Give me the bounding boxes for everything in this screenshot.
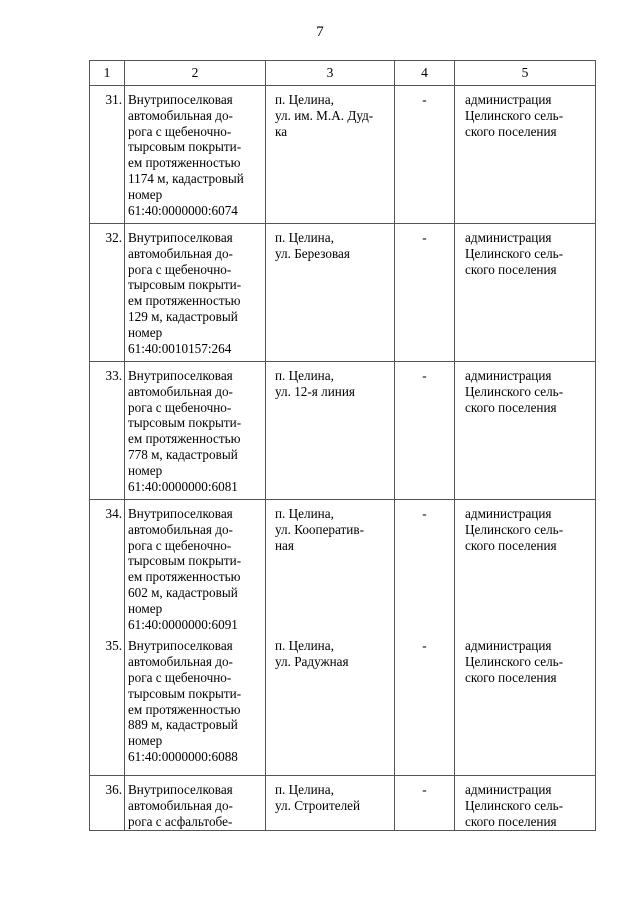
object-description: Внутрипоселковая автомобильная до- рога с щебеночно- тырсовым покрыти- ем протяженностью 602 м, кадастровый номер 61:40:0000000:6091	[125, 500, 266, 633]
row-number: 36.	[90, 776, 125, 830]
row-number: 33.	[90, 362, 125, 500]
column-4-value: -	[395, 632, 455, 776]
table-row	[90, 224, 596, 362]
owner-name: администрация Целинского сель- ского поселения	[455, 500, 596, 633]
row-number: 34.	[90, 500, 125, 633]
object-address: п. Целина, ул. Строителей	[266, 776, 395, 830]
owner-name: администрация Целинского сель- ского поселения	[455, 362, 596, 500]
column-4-value: -	[395, 776, 455, 830]
table-header-row	[90, 61, 596, 86]
page-number: 7	[316, 24, 324, 40]
object-address: п. Целина, ул. Кооператив- ная	[266, 500, 395, 633]
table-row	[90, 776, 596, 830]
object-description: Внутрипоселковая автомобильная до- рога с щебеночно- тырсовым покрыти- ем протяженностью 889 м, кадастровый номер 61:40:0000000:6088	[125, 632, 266, 776]
property-register-table	[89, 60, 596, 831]
row-number: 32.	[90, 224, 125, 362]
column-4-value: -	[395, 224, 455, 362]
column-4-value: -	[395, 362, 455, 500]
object-address: п. Целина, ул. Березовая	[266, 224, 395, 362]
object-description: Внутрипоселковая автомобильная до- рога с асфальтобе-	[125, 776, 266, 830]
object-description: Внутрипоселковая автомобильная до- рога с щебеночно- тырсовым покрыти- ем протяженностью 129 м, кадастровый номер 61:40:0010157:264	[125, 224, 266, 362]
table-row	[90, 632, 596, 776]
column-4-value: -	[395, 500, 455, 633]
column-4-value: -	[395, 86, 455, 224]
owner-name: администрация Целинского сель- ского поселения	[455, 776, 596, 830]
row-number: 35.	[90, 632, 125, 776]
table-row	[90, 500, 596, 633]
object-address: п. Целина, ул. Радужная	[266, 632, 395, 776]
column-header: 3	[266, 61, 395, 86]
column-header: 2	[125, 61, 266, 86]
object-address: п. Целина, ул. им. М.А. Дуд- ка	[266, 86, 395, 224]
column-header: 4	[395, 61, 455, 86]
table-row	[90, 362, 596, 500]
object-description: Внутрипоселковая автомобильная до- рога с щебеночно- тырсовым покрыти- ем протяженностью 1174 м, кадастровый номер 61:40:0000000:6074	[125, 86, 266, 224]
table-row	[90, 86, 596, 224]
row-number: 31.	[90, 86, 125, 224]
column-header: 5	[455, 61, 596, 86]
owner-name: администрация Целинского сель- ского поселения	[455, 86, 596, 224]
object-description: Внутрипоселковая автомобильная до- рога с щебеночно- тырсовым покрыти- ем протяженностью 778 м, кадастровый номер 61:40:0000000:6081	[125, 362, 266, 500]
object-address: п. Целина, ул. 12-я линия	[266, 362, 395, 500]
column-header: 1	[90, 61, 125, 86]
owner-name: администрация Целинского сель- ского поселения	[455, 224, 596, 362]
owner-name: администрация Целинского сель- ского поселения	[455, 632, 596, 776]
